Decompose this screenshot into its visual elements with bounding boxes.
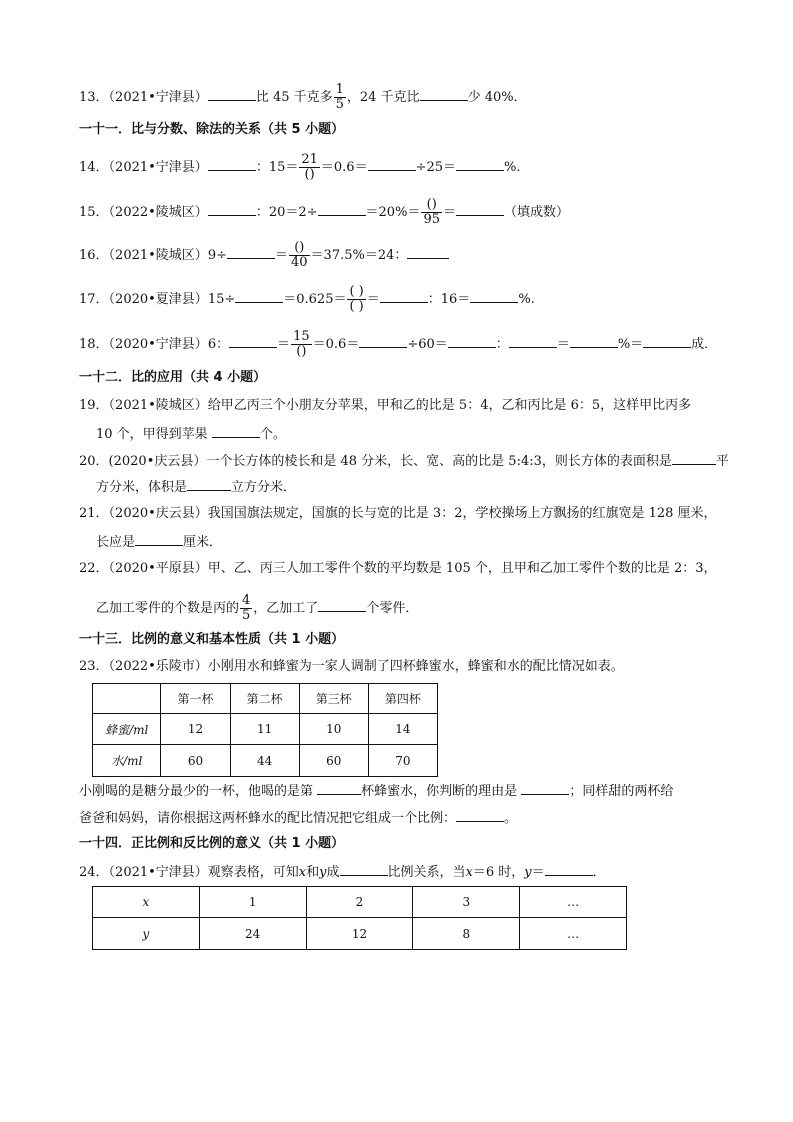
question-21-line2: 长应是 厘米．: [96, 532, 222, 552]
table-cell: 1: [199, 887, 306, 918]
question-21-line1: 21．（2020•庆云县）我国国旗法规定，国旗的长与宽的比是 3：2，学校操场上方飘扬的红旗宽是 128 厘米，: [79, 506, 717, 521]
table-cell: 8: [413, 918, 520, 950]
table-cell: 3: [413, 887, 520, 918]
table-cell: 2: [306, 887, 413, 918]
blank[interactable]: [521, 781, 569, 795]
blank[interactable]: [359, 334, 407, 348]
blank[interactable]: [470, 289, 518, 303]
question-19-line1: 19．（2021•陵城区）给甲乙丙三个小朋友分苹果，甲和乙的比是 5：4，乙和丙比是 6：5，这样甲比丙多: [79, 398, 692, 413]
question-15: 15．（2022•陵城区） ：20＝2÷ ＝20%＝ $\frac{()}{95}$ ＝ （填成数）: [79, 197, 570, 227]
table-cell: …: [520, 887, 627, 918]
table-header: 第二杯: [230, 684, 299, 714]
table-cell: 60: [161, 745, 230, 777]
blank[interactable]: [229, 334, 277, 348]
blank[interactable]: [456, 808, 504, 822]
blank[interactable]: [643, 334, 691, 348]
table-cell: 60: [299, 745, 368, 777]
question-14: 14．（2021•宁津县） ：15＝ $\frac{21}{()}$ ＝0.6＝ ÷25＝ %.: [79, 152, 521, 182]
table-header: [93, 684, 161, 714]
blank[interactable]: [456, 202, 504, 216]
proportion-table: [92, 886, 627, 950]
blank[interactable]: [420, 87, 468, 101]
question-17: 17．（2020•夏津县）15÷ ＝0.625＝ $\frac{( )}{( )}$ ＝ ：16＝ %.: [79, 284, 535, 314]
question-13: 13．（2021•宁津县） 比 45 千克多 $\frac{1}{5}$ ，24 千克比 少 40%．: [79, 82, 527, 112]
blank[interactable]: [672, 451, 716, 465]
blank[interactable]: [208, 157, 256, 171]
blank[interactable]: [407, 245, 449, 259]
question-18: 18．（2020•宁津县）6： ＝ $\frac{15}{()}$ ＝0.6＝ ÷60＝ ： ＝ %＝ 成．: [79, 329, 718, 359]
table-cell: 14: [368, 714, 437, 745]
blank[interactable]: [208, 202, 256, 216]
honey-water-table: [92, 683, 438, 777]
blank[interactable]: [340, 862, 388, 876]
table-cell: y: [93, 918, 200, 950]
question-16: 16．（2021•陵城区）9÷ ＝ $\frac{()}{40}$ ＝37.5%＝24：: [79, 241, 449, 270]
question-22-line2: 乙加工零件的个数是丙的 $\frac{4}{5}$ ，乙加工了 个零件．: [96, 593, 419, 623]
table-header: 第四杯: [368, 684, 437, 714]
table-cell: …: [520, 918, 627, 950]
blank[interactable]: [456, 157, 504, 171]
blank[interactable]: [570, 334, 618, 348]
blank[interactable]: [318, 598, 366, 612]
section-14-heading: 一十四．正比例和反比例的意义（共 1 小题）: [79, 836, 345, 851]
table-cell: 10: [299, 714, 368, 745]
question-19-line2: 10 个，甲得到苹果 个。: [96, 424, 286, 444]
section-11-heading: 一十一．比与分数、除法的关系（共 5 小题）: [79, 122, 345, 137]
table-cell: 蜂蜜/ml: [93, 714, 161, 745]
section-13-heading: 一十三．比例的意义和基本性质（共 1 小题）: [79, 632, 345, 647]
table-header: 第三杯: [299, 684, 368, 714]
question-20-line2: 方分米，体积是 立方分米．: [96, 477, 296, 497]
blank[interactable]: [135, 532, 183, 546]
table-cell: 70: [368, 745, 437, 777]
blank[interactable]: [545, 862, 593, 876]
table-cell: 24: [199, 918, 306, 950]
table-cell: 11: [230, 714, 299, 745]
blank[interactable]: [448, 334, 496, 348]
blank[interactable]: [380, 289, 428, 303]
table-header: 第一杯: [161, 684, 230, 714]
blank[interactable]: [187, 477, 231, 491]
table-cell: 12: [306, 918, 413, 950]
blank[interactable]: [509, 334, 557, 348]
question-23-intro: 23．（2022•乐陵市）小刚用水和蜂蜜为一家人调制了四杯蜂蜜水，蜂蜜和水的配比情况如表。: [79, 659, 624, 674]
table-cell: 44: [230, 745, 299, 777]
blank[interactable]: [318, 202, 366, 216]
question-23-line3: 爸爸和妈妈，请你根据这两杯蜂水的配比情况把它组成一个比例： 。: [79, 808, 517, 828]
blank[interactable]: [368, 157, 416, 171]
blank[interactable]: [235, 289, 283, 303]
blank[interactable]: [227, 245, 275, 259]
question-23-line2: 小刚喝的是糖分最少的一杯，他喝的是第 杯蜂蜜水，你判断的理由是 ；同样甜的两杯给: [79, 781, 673, 801]
table-cell: 水/ml: [93, 745, 161, 777]
question-20-line1: 20．(2020•庆云县）一个长方体的棱长和是 48 分米，长、宽、高的比是 5:4:3，则长方体的表面积是 平: [79, 451, 729, 471]
question-24: 24．（2021•宁津县）观察表格，可知x和y成 比例关系，当x＝6 时，y＝ ．: [79, 862, 606, 882]
section-12-heading: 一十二．比的应用（共 4 小题）: [79, 370, 267, 385]
blank[interactable]: [212, 424, 260, 438]
blank[interactable]: [208, 87, 256, 101]
blank[interactable]: [317, 781, 361, 795]
table-cell: 12: [161, 714, 230, 745]
question-22-line1: 22．（2020•平原县）甲、乙、丙三人加工零件个数的平均数是 105 个，且甲和乙加工零件个数的比是 2：3，: [79, 561, 717, 576]
table-cell: x: [93, 887, 200, 918]
